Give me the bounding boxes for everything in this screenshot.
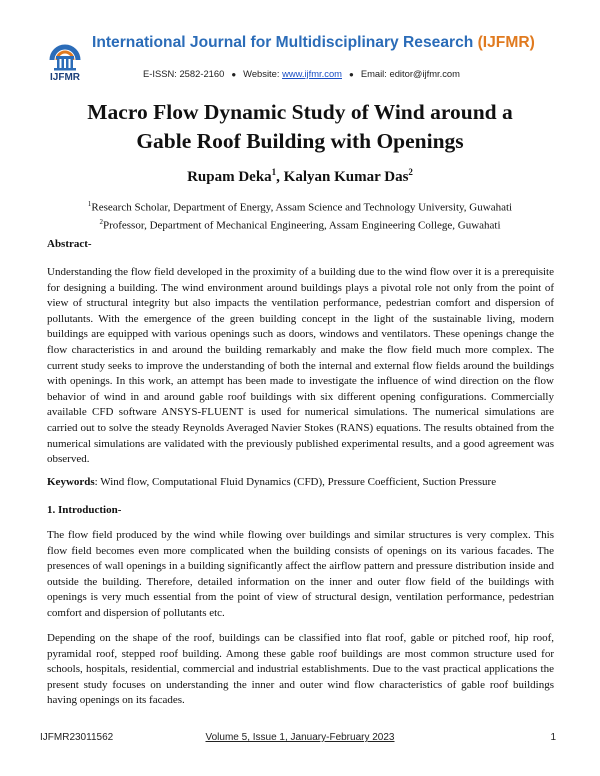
affiliation-1-text: Research Scholar, Department of Energy, Assam Science and Technology University, Guwahati <box>91 201 513 214</box>
journal-logo-icon <box>40 30 90 82</box>
affiliation-1-mark: 1 <box>87 200 92 208</box>
bullet-icon: ● <box>348 70 354 79</box>
journal-title <box>92 34 562 52</box>
website-link[interactable]: www.ijfmr.com <box>282 68 342 79</box>
abstract-heading: Abstract- <box>47 238 92 250</box>
journal-meta <box>143 68 563 79</box>
svg-text:IJFMR: IJFMR <box>50 72 80 82</box>
journal-abbr: (IJFMR) <box>477 34 535 51</box>
author-2-affil: 2 <box>408 167 413 177</box>
journal-name: International Journal for Multidisciplinary Research <box>92 34 474 51</box>
section-heading-introduction: 1. Introduction- <box>47 504 122 516</box>
keywords <box>47 476 496 488</box>
title-line-1: Macro Flow Dynamic Study of Wind around a <box>87 100 513 124</box>
affiliations <box>40 197 560 233</box>
keywords-text: : Wind flow, Computational Fluid Dynamics (CFD), Pressure Coefficient, Suction Pressure <box>94 476 497 488</box>
affiliation-2-mark: 2 <box>99 218 103 227</box>
volume-info-wrap <box>40 732 560 743</box>
page-number: 1 <box>550 732 556 743</box>
page-footer <box>40 732 560 746</box>
abstract-text: Understanding the flow field developed in the proximity of a building due to the wind flow over it is a prerequisite for designing a building. The wind environment around buildings plays a pivotal role not only from the point of view of structural integrity but also impacts the ventilation performance, pedestrian comfort and dispersion of pollutants. With the emergence of the green building concept in the light of the sustainable living, modern buildings are equipped with various openings such as doors, windows and ventilators. These openings change the flow characteristics in and around the building remarkably and make the flow field much more complex. The current study seeks to improve the understanding of both the internal and external flow fields around the buildings with openings. In this work, an attempt has been made to investigate the influence of wind direction on the flow behavior of wind in and around gable roof buildings with six different opening configurations. Commercially available CFD software ANSYS-FLUENT is used for numerical simulations. The numerical simulations are carried out to solve the steady Reynolds Averaged Navier Stokes (RANS) equations. The results obtained from the numerical simulations are validated with the previously published experimental results, and a good agreement was observed. <box>47 266 554 466</box>
author-list <box>40 167 560 186</box>
affiliation-1 <box>40 197 560 215</box>
affiliation-2-text: Professor, Department of Mechanical Engineering, Assam Engineering College, Guwahati <box>102 219 501 232</box>
paper-id: IJFMR23011562 <box>40 732 114 743</box>
volume-info: Volume 5, Issue 1, January-February 2023 <box>205 732 395 743</box>
author-2: Kalyan Kumar Das <box>283 169 409 185</box>
email-label: Email: <box>360 68 387 79</box>
paper-title <box>40 98 560 156</box>
author-separator: , <box>276 169 284 185</box>
author-1: Rupam Deka <box>187 169 272 185</box>
eissn: E-ISSN: 2582-2160 <box>143 68 225 79</box>
bullet-icon: ● <box>231 70 237 79</box>
title-line-2: Gable Roof Building with Openings <box>136 129 464 153</box>
journal-header <box>40 28 560 84</box>
intro-paragraph-1: The flow field produced by the wind while flowing over buildings and similar structures is very complex. This flow field becomes even more complicated when the building consists of openings on its various facades. The presences of wall openings in a building significantly affect the airflow pattern and pressure distribution inside and outside the building. Therefore, detailed information on the inner and outer flow field of the buildings with openings is very much essential from the point of view of structural design, ventilation performance, pedestrian comfort and dispersion of pollutants etc. <box>47 529 554 619</box>
affiliation-2 <box>40 215 560 233</box>
keywords-label: Keywords <box>47 476 95 488</box>
website-label: Website: <box>243 68 280 79</box>
intro-paragraph-2: Depending on the shape of the roof, buildings can be classified into flat roof, gable or pitched roof, hip roof, pyramidal roof, stepped roof building. Among these gable roof buildings are most common structure used for schools, hospitals, residential, commercial and industrial establishments. Due to the vast practical applications the present study focuses on understanding the inner and outer wind flow characteristics of gable roof buildings having openings on its facades. <box>47 632 554 707</box>
email-address: editor@ijfmr.com <box>389 68 460 79</box>
author-1-affil: 1 <box>271 167 277 177</box>
